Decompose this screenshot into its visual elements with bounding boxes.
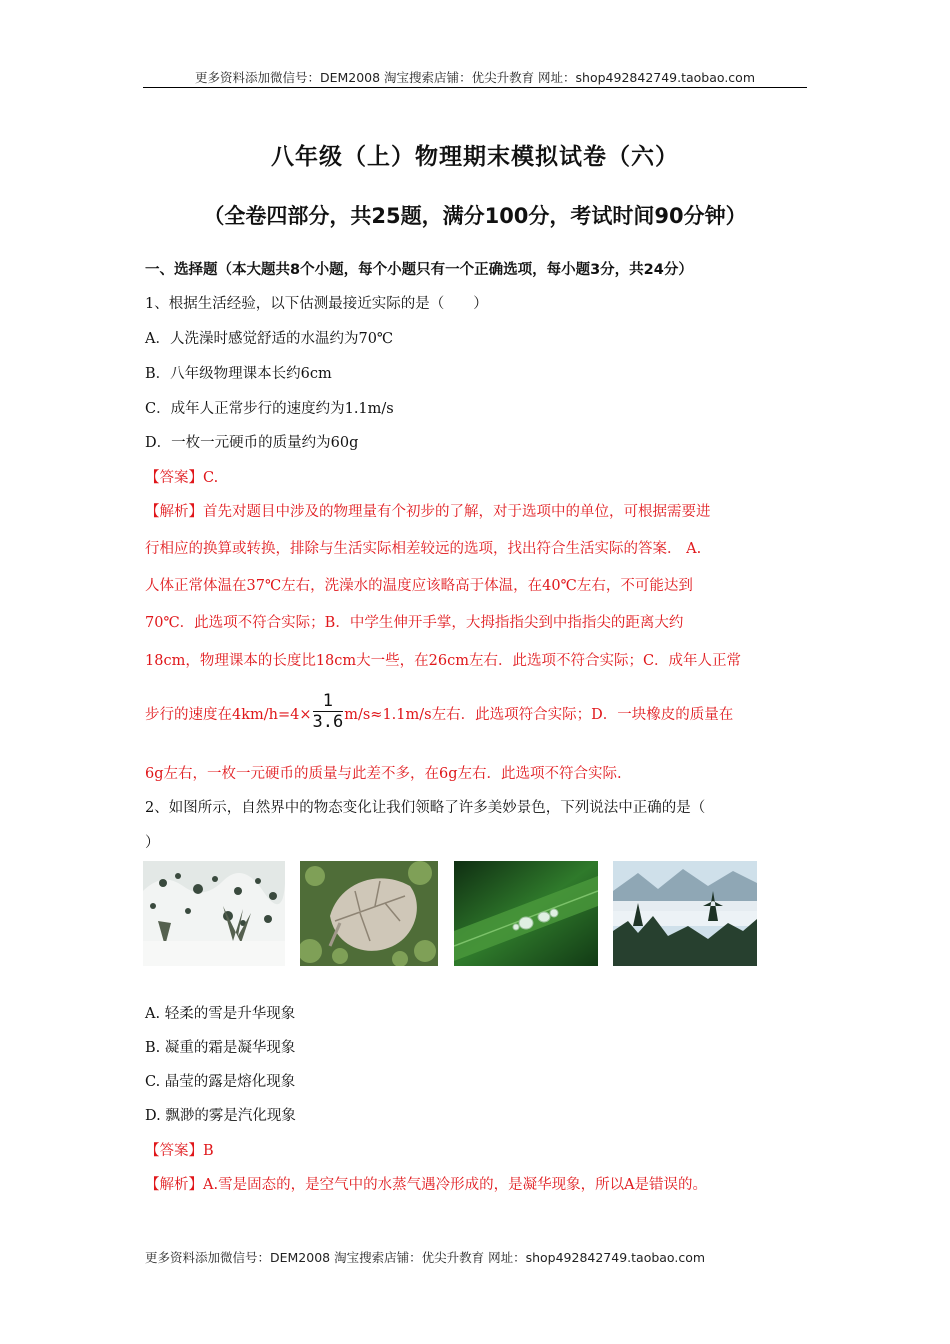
q1-option-a: A．人洗澡时感觉舒适的水温约为70℃: [145, 331, 394, 347]
dew-photo: [454, 861, 598, 966]
q1-answer: 【答案】C.: [145, 470, 219, 486]
q2-answer: 【答案】B: [145, 1143, 214, 1159]
q1-stem: 1、根据生活经验，以下估测最接近实际的是（ ）: [145, 296, 488, 312]
q2-option-d: D. 飘渺的雾是汽化现象: [145, 1108, 296, 1124]
q1-analysis-line: 行相应的换算或转换，排除与生活实际相差较远的选项，找出符合生活实际的答案． A.: [145, 541, 702, 557]
snow-photo: [143, 861, 285, 966]
speed-suffix: m/s≈1.1m/s左右．此选项符合实际；D．一块橡皮的质量在: [344, 707, 734, 723]
fraction-denominator: 3.6: [312, 711, 344, 732]
q2-stem-continued: ）: [145, 835, 160, 851]
q1-analysis-line: 人体正常体温在37℃左右，洗澡水的温度应该略高于体温，在40℃左右，不可能达到: [145, 578, 693, 594]
frost-leaf-photo: [300, 861, 438, 966]
q2-stem: 2、如图所示，自然界中的物态变化让我们领略了许多美妙景色，下列说法中正确的是（: [145, 800, 706, 816]
q1-option-b: B．八年级物理课本长约6cm: [145, 366, 332, 382]
q1-analysis-last-line: 6g左右，一枚一元硬币的质量与此差不多，在6g左右．此选项不符合实际.: [145, 766, 622, 782]
exam-subtitle: （全卷四部分，共25题，满分100分，考试时间90分钟）: [203, 204, 747, 228]
page-footer: 更多资料添加微信号：DEM2008 淘宝搜索店铺：优尖升教育 网址：shop492842749.taobao.com: [145, 1250, 706, 1265]
fraction-numerator: 1: [313, 691, 344, 712]
q1-analysis-line: 18cm，物理课本的长度比18cm大一些，在26cm左右．此选项不符合实际；C．成年人正常: [145, 653, 742, 669]
fog-photo: [613, 861, 757, 966]
q2-option-a: A. 轻柔的雪是升华现象: [145, 1006, 296, 1022]
exam-title: 八年级（上）物理期末模拟试卷（六）: [271, 144, 679, 170]
q1-analysis-line: 【解析】首先对题目中涉及的物理量有个初步的了解，对于选项中的单位，可根据需要进: [145, 504, 711, 520]
speed-prefix: 步行的速度在4km/h=4×: [145, 707, 312, 723]
section-heading: 一、选择题（本大题共8个小题，每个小题只有一个正确选项，每小题3分，共24分）: [145, 262, 693, 278]
q1-option-c: C．成年人正常步行的速度约为1.1m/s: [145, 401, 394, 417]
q2-option-c: C. 晶莹的露是熔化现象: [145, 1074, 296, 1090]
q1-analysis-line: 70℃．此选项不符合实际；B．中学生伸开手掌，大拇指指尖到中指指尖的距离大约: [145, 615, 684, 631]
page-header: 更多资料添加微信号：DEM2008 淘宝搜索店铺：优尖升教育 网址：shop492842749.taobao.com: [194, 70, 756, 85]
q2-option-b: B. 凝重的霜是凝华现象: [145, 1040, 296, 1056]
header-divider: [143, 87, 807, 88]
q1-option-d: D．一枚一元硬币的质量约为60g: [145, 435, 359, 451]
fraction: [313, 691, 344, 732]
q1-speed-formula-line: [145, 690, 734, 737]
q2-analysis: 【解析】A.雪是固态的，是空气中的水蒸气遇冷形成的，是凝华现象，所以A是错误的。: [145, 1177, 708, 1193]
